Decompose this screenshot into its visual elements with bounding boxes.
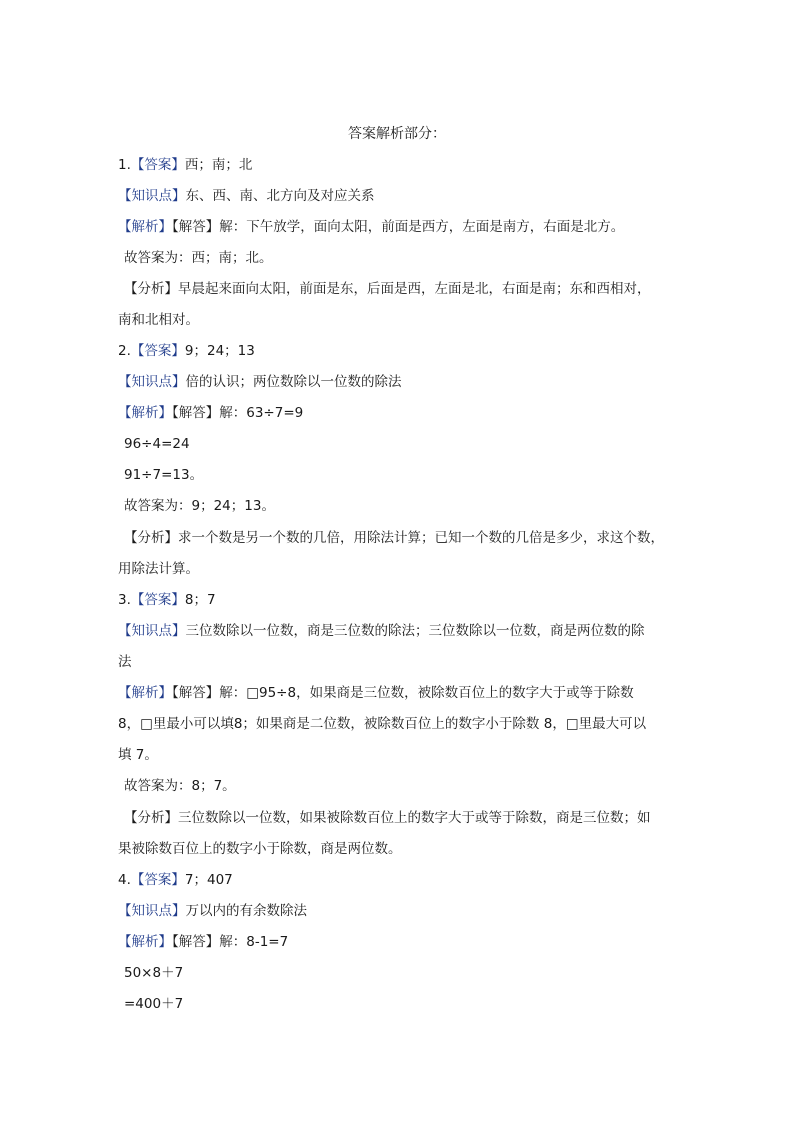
review-text: 三位数除以一位数，如果被除数百位上的数字大于或等于除数，商是三位数；如 bbox=[178, 810, 651, 826]
question-number: 4. bbox=[118, 872, 131, 888]
answer-text: 8；7 bbox=[184, 592, 216, 608]
q1-final-line: 故答案为：西；南；北。 bbox=[124, 250, 273, 266]
answer-text: 9；24；13 bbox=[184, 343, 255, 359]
q4-calc-line: 50×8＋7 bbox=[124, 965, 184, 981]
knowledge-tag: 【知识点】 bbox=[118, 188, 186, 204]
q3-knowledge-line bbox=[118, 621, 645, 641]
q4-solution-line bbox=[118, 932, 288, 952]
knowledge-tag: 【知识点】 bbox=[118, 623, 186, 639]
analysis-tag: 【解析】 bbox=[118, 685, 172, 701]
question-number: 1. bbox=[118, 157, 131, 173]
q4-calc-line-2: =400＋7 bbox=[124, 996, 184, 1012]
q1-answer-line bbox=[118, 155, 252, 175]
knowledge-text: 东、西、南、北方向及对应关系 bbox=[185, 188, 375, 204]
q3-review-line-2: 果被除数百位上的数字小于除数，商是两位数。 bbox=[118, 841, 402, 857]
knowledge-text: 万以内的有余数除法 bbox=[185, 903, 307, 919]
q3-solution-line bbox=[118, 683, 634, 703]
q1-review-line bbox=[124, 279, 651, 299]
q1-solution-line bbox=[118, 217, 624, 237]
q3-answer-line bbox=[118, 590, 216, 610]
q1-review-line-2: 南和北相对。 bbox=[118, 312, 199, 328]
answer-text: 西；南；北 bbox=[184, 157, 253, 173]
answer-tag: 【答案】 bbox=[130, 592, 185, 608]
solution-tag: 【解答】 bbox=[172, 934, 220, 950]
solution-text: 解：63÷7=9 bbox=[219, 405, 304, 421]
knowledge-tag: 【知识点】 bbox=[118, 903, 186, 919]
q3-solution-line-3: 填 7。 bbox=[118, 747, 158, 763]
knowledge-text: 三位数除以一位数，商是三位数的除法；三位数除以一位数，商是两位数的除 bbox=[185, 623, 645, 639]
knowledge-tag: 【知识点】 bbox=[118, 374, 186, 390]
solution-text: 解：8-1=7 bbox=[219, 934, 289, 950]
q3-solution-line-2: 8，□里最小可以填8；如果商是二位数，被除数百位上的数字小于除数 8，□里最大可以 bbox=[118, 716, 647, 732]
q3-review-line bbox=[124, 808, 651, 828]
q1-knowledge-line bbox=[118, 186, 375, 206]
review-text: 求一个数是另一个数的几倍，用除法计算；已知一个数的几倍是多少，求这个数， bbox=[178, 530, 664, 546]
question-number: 3. bbox=[118, 592, 131, 608]
analysis-tag: 【解析】 bbox=[118, 219, 172, 235]
q2-calc-line: 96÷4=24 bbox=[124, 436, 190, 452]
review-text: 早晨起来面向太阳，前面是东，后面是西，左面是北，右面是南；东和西相对， bbox=[178, 281, 651, 297]
q4-answer-line bbox=[118, 870, 233, 890]
q2-final-line: 故答案为：9；24；13。 bbox=[124, 498, 275, 514]
q3-final-line: 故答案为：8；7。 bbox=[124, 778, 236, 794]
q2-calc-line-2: 91÷7=13。 bbox=[124, 467, 204, 483]
solution-tag: 【解答】 bbox=[172, 219, 220, 235]
review-tag: 【分析】 bbox=[124, 810, 178, 826]
solution-tag: 【解答】 bbox=[172, 405, 220, 421]
review-tag: 【分析】 bbox=[124, 530, 178, 546]
q2-review-line-2: 用除法计算。 bbox=[118, 561, 199, 577]
q2-review-line bbox=[124, 528, 664, 548]
q3-knowledge-line-2: 法 bbox=[118, 654, 132, 670]
knowledge-text: 倍的认识；两位数除以一位数的除法 bbox=[185, 374, 402, 390]
q2-answer-line bbox=[118, 341, 255, 361]
q4-knowledge-line bbox=[118, 901, 307, 921]
review-tag: 【分析】 bbox=[124, 281, 178, 297]
q2-knowledge-line bbox=[118, 372, 402, 392]
analysis-tag: 【解析】 bbox=[118, 934, 172, 950]
q2-solution-line bbox=[118, 403, 303, 423]
solution-tag: 【解答】 bbox=[172, 685, 220, 701]
question-number: 2. bbox=[118, 343, 131, 359]
section-title: 答案解析部分： bbox=[348, 126, 446, 142]
answer-tag: 【答案】 bbox=[130, 157, 185, 173]
answer-tag: 【答案】 bbox=[130, 872, 185, 888]
answer-text: 7；407 bbox=[184, 872, 233, 888]
solution-text: 解：下午放学，面向太阳，前面是西方，左面是南方，右面是北方。 bbox=[219, 219, 625, 235]
solution-text: 解：□95÷8，如果商是三位数，被除数百位上的数字大于或等于除数 bbox=[219, 685, 634, 701]
answer-tag: 【答案】 bbox=[130, 343, 185, 359]
analysis-tag: 【解析】 bbox=[118, 405, 172, 421]
